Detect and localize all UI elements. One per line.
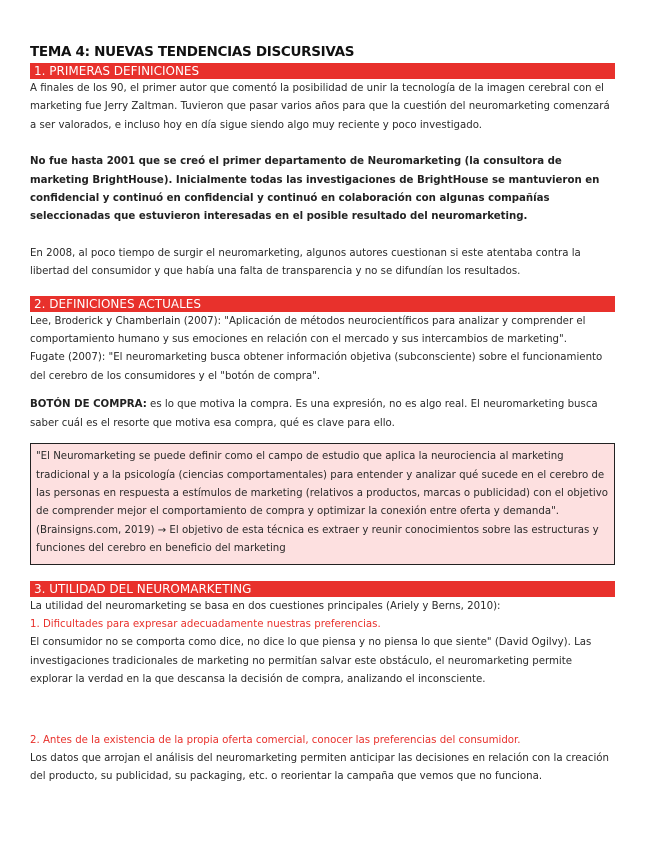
boton-compra-text: es lo que motiva la compra. Es una expresión, no es algo real. El neuromarketing busca saber cuál es el resorte que motiva esa compra, qué es clave para ello. — [30, 399, 598, 429]
paragraph: El consumidor no se comporta como dice, no dice lo que piensa y no piensa lo que siente" (David Ogilvy). Las investigaciones tradicionales de marketing no permitían salvar este obstáculo, el neuromarketing permite explorar la verdad en la que descansa la decisión de compra, analizando el inconsciente. — [30, 637, 592, 686]
subheading: 1. Dificultades para expresar adecuadamente nuestras preferencias. — [30, 618, 381, 630]
paragraph: Lee, Broderick y Chamberlain (2007): "Aplicación de métodos neurocientíficos para analizar y comprender el comportamiento humano y sus emociones en relación con el mercado y sus intercambios de marketing". — [30, 315, 586, 346]
document-page — [30, 44, 615, 787]
section-header-primeras-definiciones: 1. PRIMERAS DEFINICIONES — [30, 63, 615, 79]
subheading: 2. Antes de la existencia de la propia oferta comercial, conocer las preferencias del consumidor. — [30, 734, 521, 746]
paragraph: Los datos que arrojan el análisis del neuromarketing permiten anticipar las decisiones en relación con la creación del producto, su publicidad, su packaging, etc. o reorientar la campaña que vemos que no funciona. — [30, 752, 609, 783]
paragraph: A finales de los 90, el primer autor que comentó la posibilidad de unir la tecnología de la imagen cerebral con el marketing fue Jerry Zaltman. Tuvieron que pasar varios años para que la cuestión del neuromarketing comenzará a ser valorados, e incluso hoy en día sigue siendo algo muy reciente y poco investigado. — [30, 83, 610, 131]
paragraph-bold: No fue hasta 2001 que se creó el primer departamento de Neuromarketing (la consultora de marketing BrightHouse). Inicialmente todas las investigaciones de BrightHouse se mantuvieron en confidencial y continuó en confidencial y continuó en colaboración con algunas compañías seleccionadas que estuvieron interesadas en el posible resultado del neuromarketing. — [30, 156, 600, 223]
boton-compra-label: BOTÓN DE COMPRA: — [30, 399, 147, 411]
quote-box: "El Neuromarketing se puede definir como el campo de estudio que aplica la neurociencia al marketing tradicional y a la psicología (ciencias comportamentales) para entender y analizar qué sucede en el cerebro de las personas en respuesta a estímulos de marketing (relativos a productos, marcas o publicidad) con el objetivo de comprender mejor el comportamiento de compra y optimizar la conexión entre oferta y demanda". (Brainsigns.com, 2019) → El objetivo de esta técnica es extraer y reunir conocimientos sobre las estructuras y funciones del cerebro en beneficio del marketing — [30, 443, 615, 564]
section-header-definiciones-actuales: 2. DEFINICIONES ACTUALES — [30, 296, 615, 312]
page-title: TEMA 4: NUEVAS TENDENCIAS DISCURSIVAS — [30, 44, 355, 60]
paragraph: La utilidad del neuromarketing se basa en dos cuestiones principales (Ariely y Berns, 2010): — [30, 600, 501, 612]
paragraph: En 2008, al poco tiempo de surgir el neuromarketing, algunos autores cuestionan si este atentaba contra la libertad del consumidor y que había una falta de transparencia y no se difundían los resultados. — [30, 247, 581, 278]
paragraph: Fugate (2007): "El neuromarketing busca obtener información objetiva (subconsciente) sobre el funcionamiento del cerebro de los consumidores y el "botón de compra". — [30, 352, 603, 382]
section-header-utilidad: 3. UTILIDAD DEL NEUROMARKETING — [30, 581, 615, 597]
paragraph-boton-compra — [30, 396, 615, 433]
